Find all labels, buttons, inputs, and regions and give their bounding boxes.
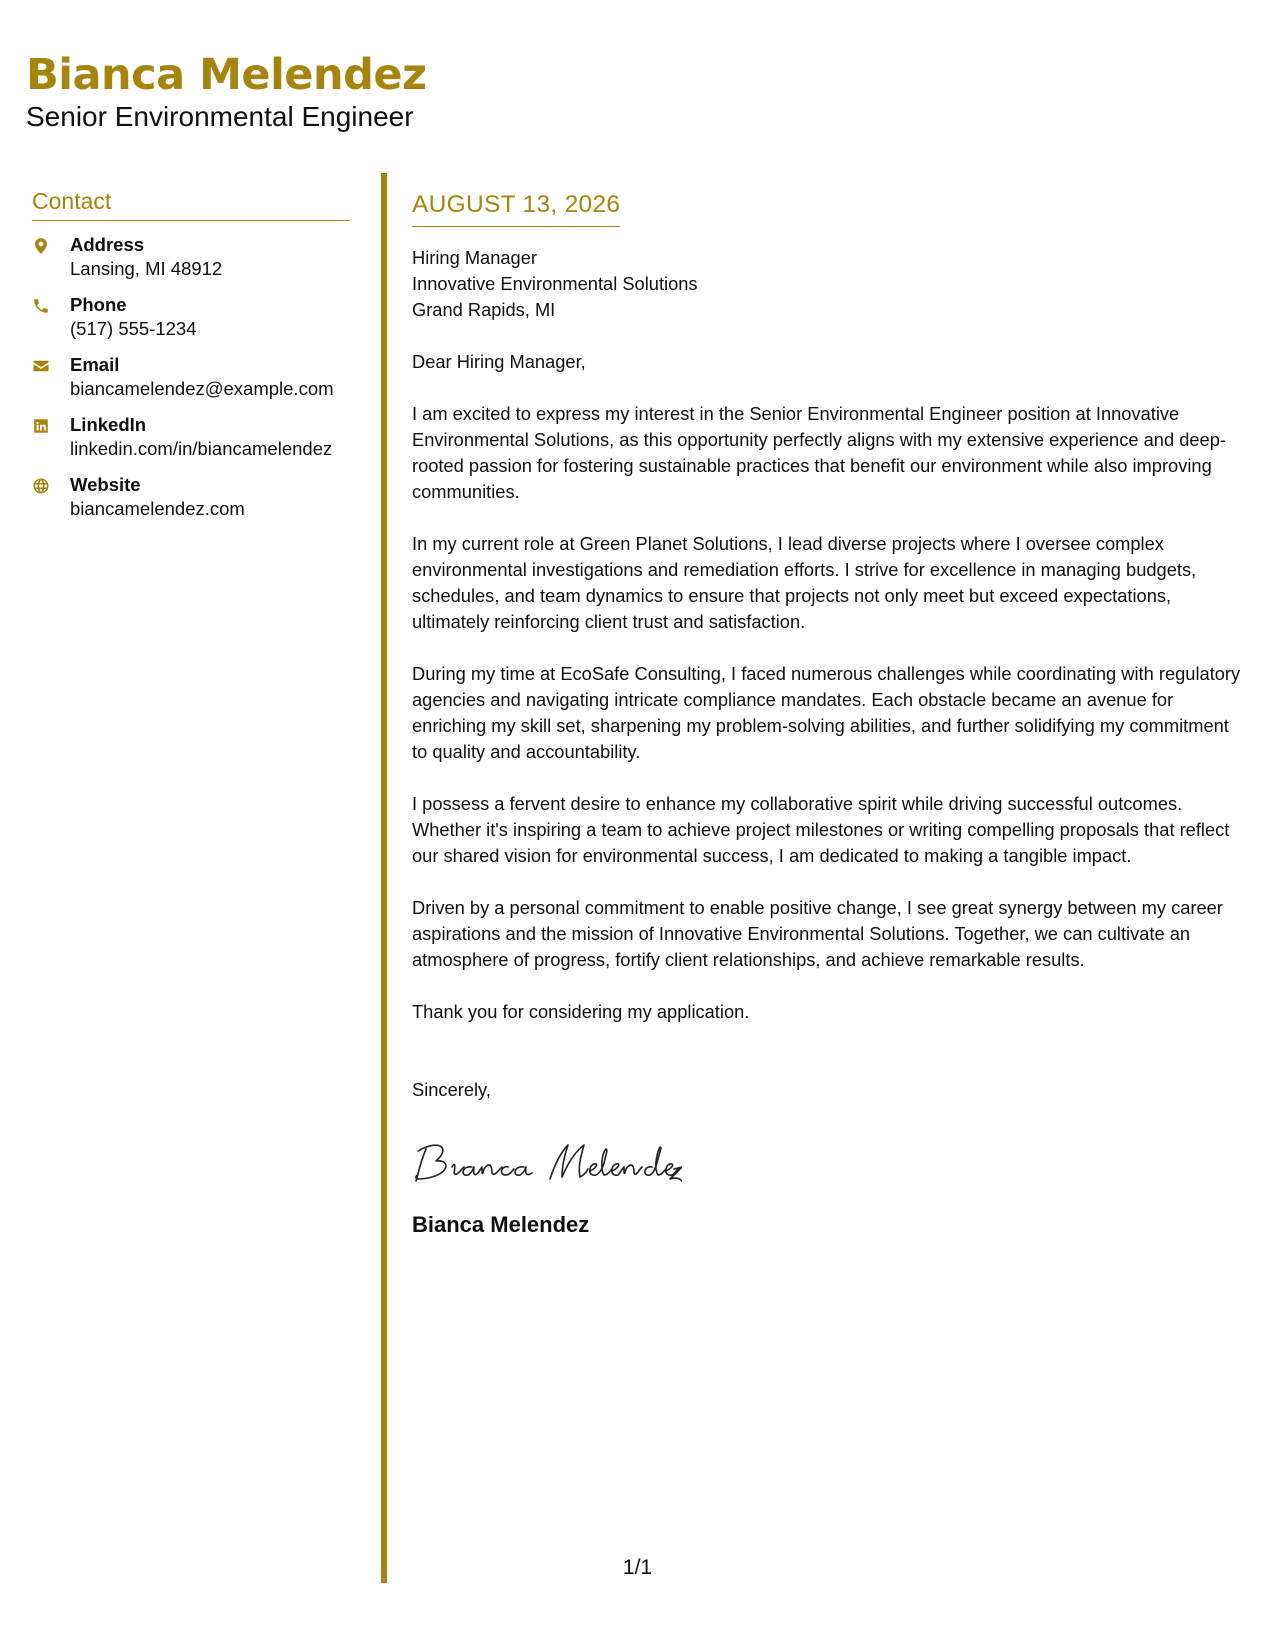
recipient-line: Innovative Environmental Solutions — [412, 273, 698, 294]
page-number: 1/1 — [622, 1556, 653, 1579]
contact-value: linkedin.com/in/biancamelendez — [70, 438, 333, 459]
contact-label: Website — [70, 474, 141, 495]
contact-value: Lansing, MI 48912 — [70, 258, 223, 279]
letter-paragraph: I am excited to express my interest in the Senior Environmental Engineer position at Innovative Environmental Solutions, as this opportunity perfectly aligns with my extensive experience and deep-rooted passion for fostering sustainable practices that benefit our environment while also improving communities. — [412, 403, 1226, 502]
contact-label: Address — [70, 234, 145, 255]
letter-paragraph: Thank you for considering my application. — [412, 1001, 750, 1022]
contact-label: Email — [70, 354, 120, 375]
contact-value: biancamelendez.com — [70, 498, 245, 519]
contact-item-email — [32, 353, 350, 401]
letter-paragraph: In my current role at Green Planet Solutions, I lead diverse projects where I oversee complex environmental investigations and remediation efforts. I strive for excellence in managing budgets, schedules, and team dynamics to ensure that projects not only meet but exceed expectations, ultimately reinforcing client trust and satisfaction. — [412, 533, 1197, 632]
envelope-icon — [32, 353, 70, 377]
salutation: Dear Hiring Manager, — [412, 351, 586, 372]
letter-paragraph: During my time at EcoSafe Consulting, I faced numerous challenges while coordinating with regulatory agencies and navigating intricate compliance mandates. Each obstacle became an avenue for enriching my skill set, sharpening my problem-solving abilities, and further solidifying my commitment to quality and accountability. — [412, 663, 1241, 762]
handwritten-signature — [412, 1133, 1242, 1191]
recipient-block — [412, 245, 1242, 323]
applicant-name: Bianca Melendez — [26, 50, 427, 100]
contact-heading: Contact — [32, 186, 350, 221]
vertical-divider — [381, 173, 387, 1583]
contact-sidebar — [32, 186, 350, 533]
contact-label: Phone — [70, 294, 127, 315]
contact-value: (517) 555-1234 — [70, 318, 197, 339]
header — [26, 50, 427, 134]
phone-icon — [32, 293, 70, 317]
closing: Sincerely, — [412, 1079, 491, 1100]
letter-date: AUGUST 13, 2026 — [412, 190, 620, 227]
map-pin-icon — [32, 233, 70, 257]
contact-item-linkedin — [32, 413, 350, 461]
linkedin-icon — [32, 413, 70, 437]
signer-name: Bianca Melendez — [412, 1212, 590, 1237]
contact-item-website — [32, 473, 350, 521]
contact-item-address — [32, 233, 350, 281]
letter-body — [412, 190, 1242, 1239]
contact-value: biancamelendez@example.com — [70, 378, 334, 399]
contact-item-phone — [32, 293, 350, 341]
globe-icon — [32, 473, 70, 497]
letter-paragraph: I possess a fervent desire to enhance my collaborative spirit while driving successful outcomes. Whether it's inspiring a team to achieve project milestones or writing compelling proposals that reflect our shared vision for environmental success, I am dedicated to making a tangible impact. — [412, 793, 1230, 866]
applicant-title: Senior Environmental Engineer — [26, 101, 414, 132]
contact-label: LinkedIn — [70, 414, 147, 435]
recipient-line: Hiring Manager — [412, 247, 537, 268]
letter-paragraph: Driven by a personal commitment to enable positive change, I see great synergy between my career aspirations and the mission of Innovative Environmental Solutions. Together, we can cultivate an atmosphere of progress, fortify client relationships, and achieve remarkable results. — [412, 897, 1223, 970]
recipient-line: Grand Rapids, MI — [412, 299, 556, 320]
